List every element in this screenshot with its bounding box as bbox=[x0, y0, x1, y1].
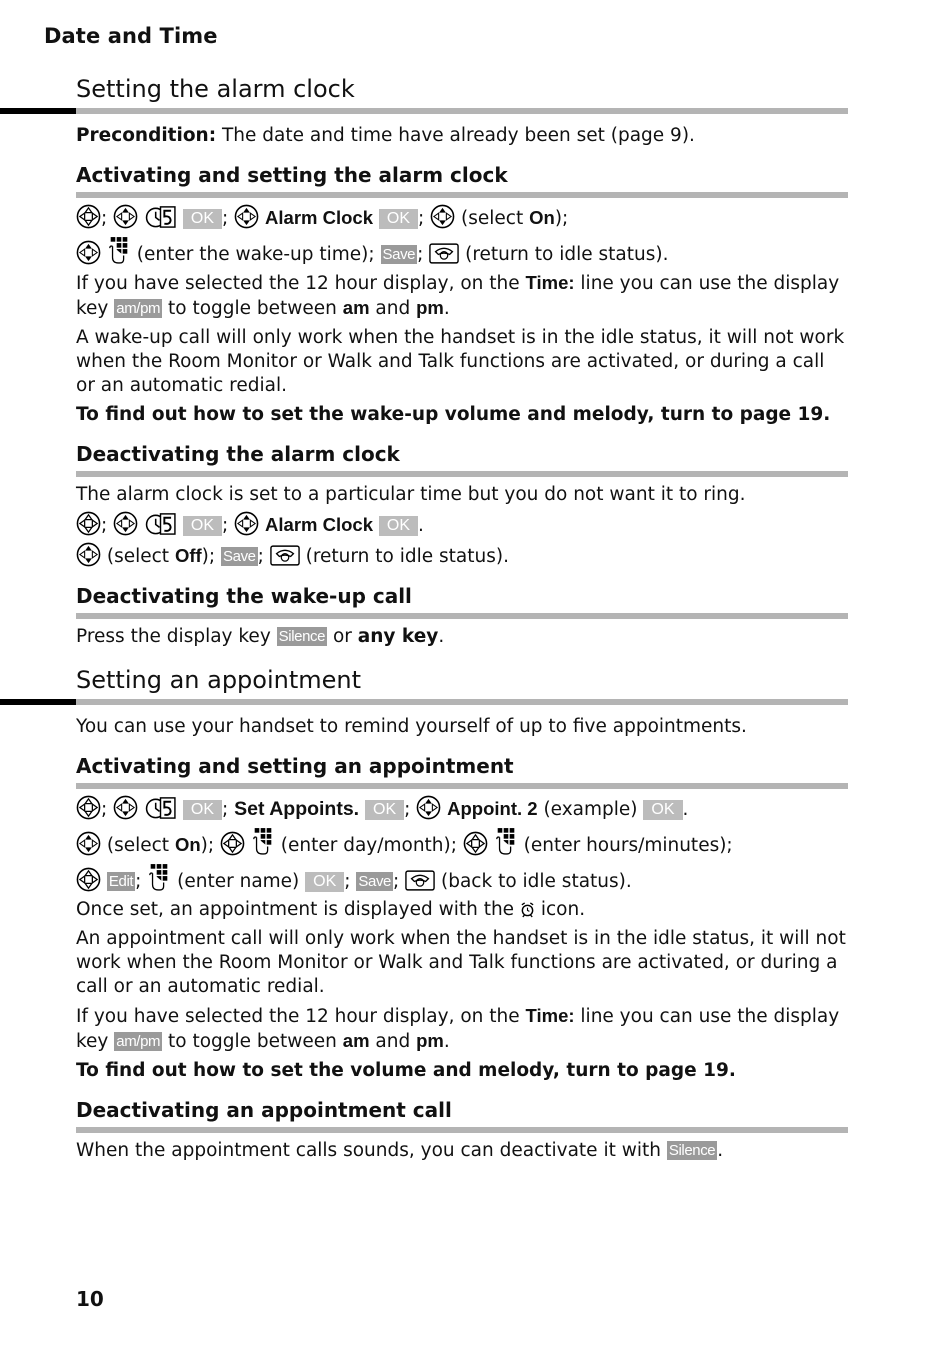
instruction-line-alarm-2: (enter the wake-up time); Save ; (return to idle status). bbox=[76, 235, 848, 267]
section-title-alarm: Setting the alarm clock bbox=[76, 74, 848, 114]
wake-up-note: A wake-up call will only work when the handset is in the idle status, it will not work when the Room Monitor or Walk and Talk functions are activated, or during a call or an automatic redial. bbox=[76, 327, 845, 396]
text: to toggle between bbox=[162, 298, 343, 319]
enter-time-text: (enter the wake-up time); bbox=[130, 244, 381, 265]
page-header: Date and Time bbox=[44, 24, 218, 48]
text: If you have selected the 12 hour display, on the bbox=[76, 273, 526, 294]
text: icon. bbox=[534, 899, 586, 920]
edit-softkey: Edit bbox=[108, 873, 134, 890]
menu-key-5-icon bbox=[144, 795, 177, 820]
text: (select bbox=[101, 835, 175, 856]
ok-softkey: OK bbox=[643, 800, 682, 820]
instruction-line-deactivate-2: (select Off); Save ; (return to idle status). bbox=[76, 542, 848, 569]
wakeup-call-text bbox=[76, 625, 848, 649]
text: . bbox=[438, 626, 445, 647]
text: (enter name) bbox=[171, 871, 306, 892]
text: and bbox=[369, 298, 417, 319]
text: ); bbox=[201, 546, 222, 567]
text: (enter hours/minutes); bbox=[517, 835, 733, 856]
any-key-label: any key bbox=[357, 626, 439, 647]
ok-softkey: OK bbox=[365, 800, 404, 820]
control-key-all-directions-icon bbox=[76, 795, 101, 820]
save-softkey: Save bbox=[358, 873, 391, 890]
text: (example) bbox=[537, 799, 644, 820]
save-softkey: Save bbox=[223, 548, 256, 565]
option-on: On bbox=[174, 834, 201, 855]
text: (select bbox=[101, 546, 175, 567]
appointment-note: An appointment call will only work when the handset is in the idle status, it will not work when the Room Monitor or Walk and Talk functions are activated, or during a call or an automatic redial. bbox=[76, 928, 846, 997]
end-call-key-icon bbox=[270, 544, 300, 567]
pm-label: pm bbox=[416, 1030, 444, 1051]
silence-softkey: Silence bbox=[278, 628, 326, 645]
control-key-up-down-icon bbox=[416, 795, 441, 820]
control-key-all-directions-icon bbox=[76, 204, 101, 229]
alarm-clock-icon bbox=[520, 901, 535, 918]
subsection-title-wakeup-call: Deactivating the wake-up call bbox=[76, 583, 848, 619]
ok-softkey: OK bbox=[379, 516, 418, 536]
subsection-title-deactivating-alarm: Deactivating the alarm clock bbox=[76, 441, 848, 477]
control-key-up-down-icon bbox=[76, 240, 101, 265]
select-text: (select bbox=[455, 208, 530, 229]
select-close: ); bbox=[554, 208, 569, 229]
save-softkey: Save bbox=[382, 246, 416, 263]
silence-softkey: Silence bbox=[668, 1142, 716, 1159]
subsection-title-activating-alarm: Activating and setting the alarm clock bbox=[76, 162, 848, 198]
page-content bbox=[76, 74, 848, 1168]
text: or bbox=[327, 626, 358, 647]
time-label: Time: bbox=[525, 272, 575, 293]
control-key-up-down-icon bbox=[113, 795, 138, 820]
keypad-icon bbox=[107, 235, 131, 265]
text: When the appointment calls sounds, you can deactivate it with bbox=[76, 1140, 667, 1161]
appointment-intro: You can use your handset to remind yourself of up to five appointments. bbox=[76, 716, 747, 737]
control-key-up-down-icon bbox=[113, 511, 138, 536]
option-off: Off bbox=[174, 545, 202, 566]
text: . bbox=[443, 1031, 450, 1052]
instruction-line-alarm-1: ; OK ; Alarm Clock OK ; (select On); bbox=[76, 204, 848, 231]
instruction-line-appt-2 bbox=[76, 826, 848, 858]
text: (enter day/month); bbox=[274, 835, 463, 856]
page-number: 10 bbox=[76, 1287, 104, 1311]
control-key-up-down-icon bbox=[76, 542, 101, 567]
deactivate-intro: The alarm clock is set to a particular time but you do not want it to ring. bbox=[76, 484, 746, 505]
precondition-text: The date and time have already been set (page 9). bbox=[216, 125, 695, 146]
ok-softkey: OK bbox=[183, 800, 222, 820]
text: . bbox=[443, 298, 450, 319]
am-label: am bbox=[342, 297, 370, 318]
control-key-up-down-icon bbox=[234, 204, 259, 229]
subsection-title-activating-appointment: Activating and setting an appointment bbox=[76, 753, 848, 789]
control-key-all-directions-icon bbox=[76, 511, 101, 536]
end-call-key-icon bbox=[429, 242, 459, 265]
text: line you can use the display key bbox=[76, 273, 840, 319]
menu-item-alarm-clock: Alarm Clock bbox=[265, 207, 374, 228]
instruction-line-appt-1: ; OK ; Set Appoints. OK ; Appoint. 2 (example) OK . bbox=[76, 795, 848, 822]
ok-softkey: OK bbox=[183, 209, 222, 229]
control-key-up-down-icon bbox=[76, 831, 101, 856]
keypad-icon bbox=[147, 862, 171, 892]
text: to toggle between bbox=[162, 1031, 343, 1052]
time-label: Time: bbox=[525, 1005, 575, 1026]
ampm-softkey: am/pm bbox=[116, 300, 161, 317]
control-key-all-directions-icon bbox=[463, 831, 488, 856]
text: ); bbox=[200, 835, 220, 856]
ampm-softkey: am/pm bbox=[116, 1033, 161, 1050]
control-key-all-directions-icon bbox=[76, 867, 101, 892]
find-out-appointment: To find out how to set the volume and melody, turn to page 19. bbox=[76, 1060, 736, 1081]
text: Press the display key bbox=[76, 626, 277, 647]
control-key-up-down-icon bbox=[430, 204, 455, 229]
text: (return to idle status). bbox=[299, 546, 509, 567]
instruction-line-appt-3: Edit ; (enter name) OK ; Save ; (back to idle status). bbox=[76, 862, 848, 894]
find-out-wakeup: To find out how to set the wake-up volume and melody, turn to page 19. bbox=[76, 404, 831, 425]
idle-text: (return to idle status). bbox=[459, 244, 669, 265]
twelve-hour-note-alarm bbox=[76, 271, 848, 321]
menu-key-5-icon bbox=[144, 511, 177, 536]
ok-softkey: OK bbox=[305, 872, 344, 892]
menu-item-alarm-clock: Alarm Clock bbox=[265, 514, 374, 535]
text: and bbox=[369, 1031, 417, 1052]
precondition bbox=[76, 124, 848, 148]
menu-item-appoint-2: Appoint. 2 bbox=[447, 798, 538, 819]
subsection-title-deactivating-appointment: Deactivating an appointment call bbox=[76, 1097, 848, 1133]
twelve-hour-note-appt bbox=[76, 1004, 848, 1054]
control-key-up-down-icon bbox=[234, 511, 259, 536]
text: Once set, an appointment is displayed with the bbox=[76, 899, 520, 920]
precondition-label: Precondition: bbox=[76, 125, 217, 146]
text: line you can use the display key bbox=[76, 1006, 840, 1052]
pm-label: pm bbox=[416, 297, 444, 318]
option-on: On bbox=[529, 207, 555, 228]
text: (back to idle status). bbox=[435, 871, 632, 892]
control-key-all-directions-icon bbox=[220, 831, 245, 856]
keypad-icon bbox=[251, 826, 275, 856]
text: If you have selected the 12 hour display, on the bbox=[76, 1006, 526, 1027]
text: . bbox=[717, 1140, 724, 1161]
section-title-appointment: Setting an appointment bbox=[76, 665, 848, 705]
end-call-key-icon bbox=[405, 869, 435, 892]
once-set-text bbox=[76, 898, 848, 922]
control-key-up-down-icon bbox=[113, 204, 138, 229]
am-label: am bbox=[342, 1030, 370, 1051]
keypad-icon bbox=[494, 826, 518, 856]
instruction-line-deactivate-1: ; OK ; Alarm Clock OK . bbox=[76, 511, 848, 538]
ok-softkey: OK bbox=[183, 516, 222, 536]
ok-softkey: OK bbox=[379, 209, 418, 229]
menu-item-set-appoints: Set Appoints. bbox=[234, 798, 360, 820]
deactivate-appointment-text bbox=[76, 1139, 848, 1163]
menu-key-5-icon bbox=[144, 204, 177, 229]
